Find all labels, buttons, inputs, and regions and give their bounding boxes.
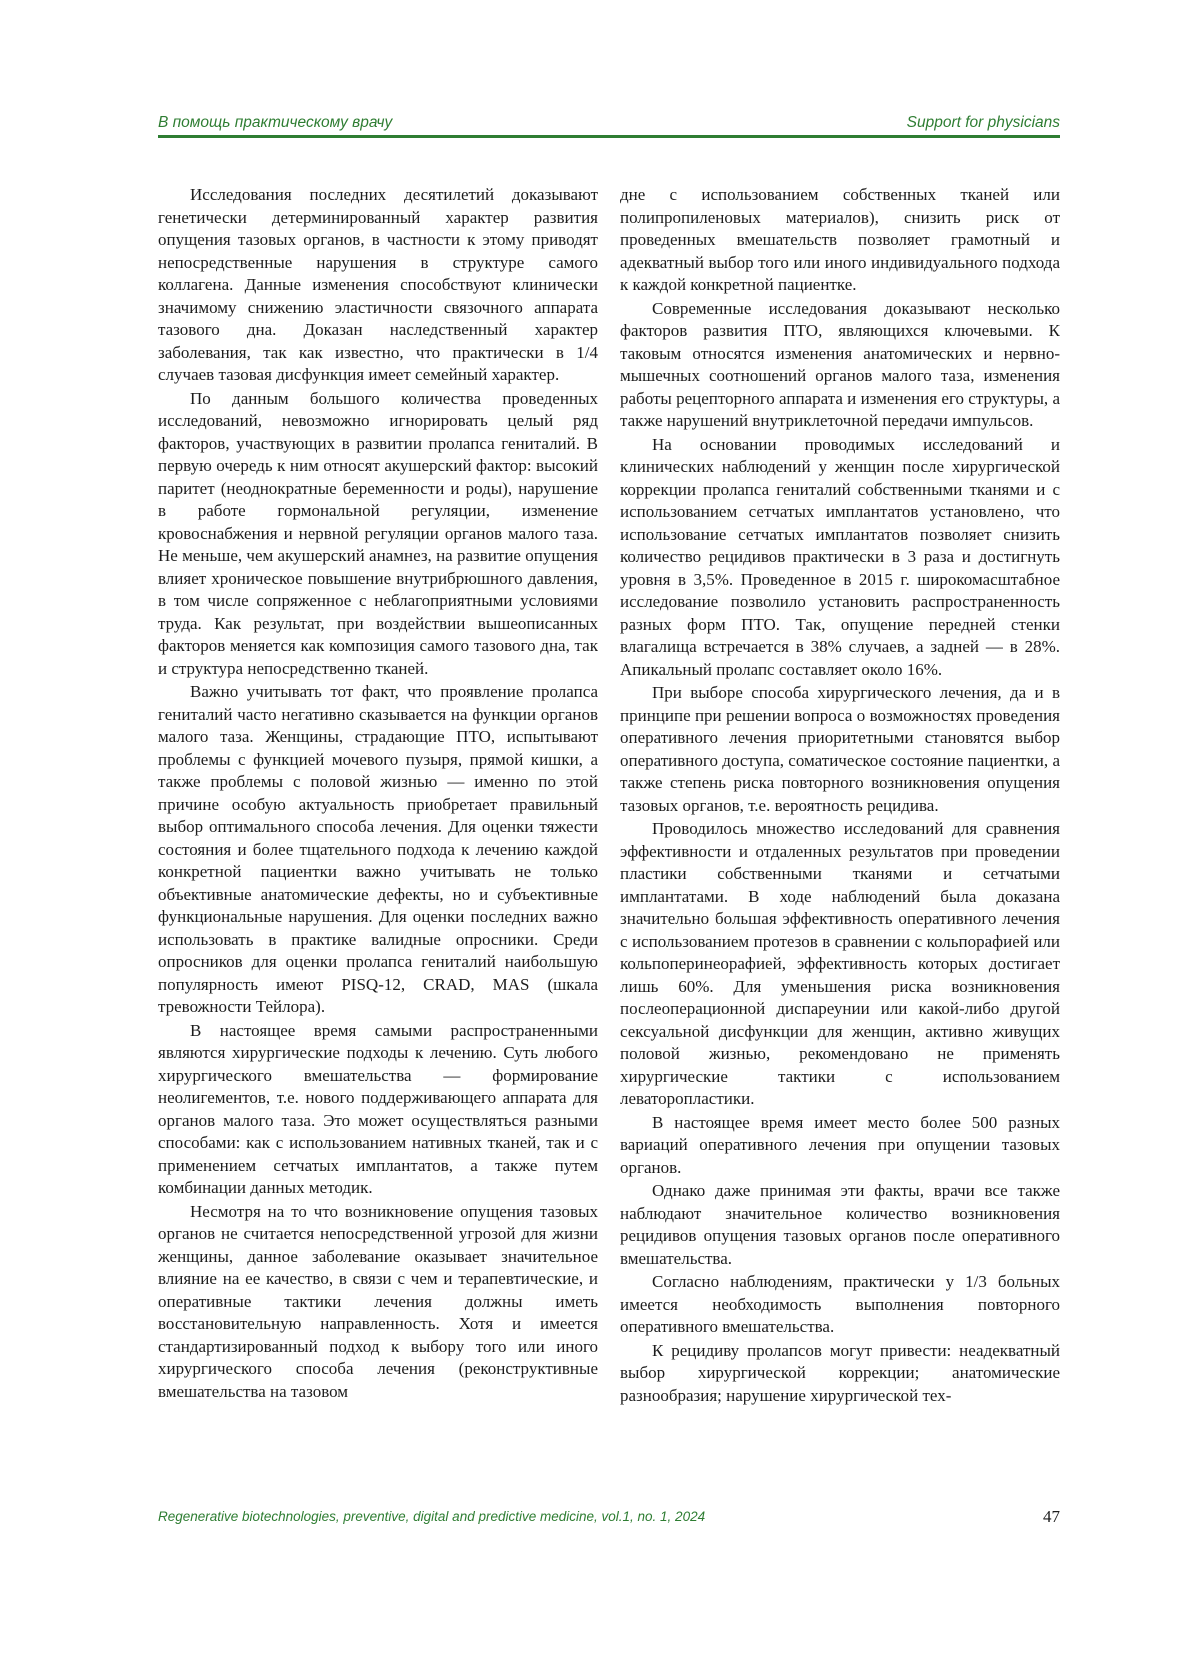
paragraph: Несмотря на то что возникновение опущения тазовых органов не считается непосредственной угрозой для жизни женщины, данное заболевание оказывает значительное влияние на ее качество, в связи с чем и терапевтические, и оперативные тактики лечения должны иметь восстановительную направленность. Хотя и имеется стандартизированный подход к выбору того или иного хирургического способа лечения (реконструктивные вмешательства на тазовом	[158, 1201, 598, 1401]
section-title: В помощь практическому врачу	[158, 114, 393, 131]
right-column	[620, 184, 1060, 1474]
paragraph: На основании проводимых исследований и клинических наблюдений у женщин после хирургической коррекции пролапса гениталий собственными тканями и с использованием сетчатых имплантатов установлено, что использование сетчатых имплантатов позволяет снизить количество рецидивов практически в 3 раза и достигнуть уровня в 3,5%. Проведенное в 2015 г. широкомасштабное исследование позволило установить распространенность разных форм ПТО. Так, опущение передней стенки влагалища встречается в 38% случаев, а задней — в 28%. Апикальный пролапс составляет около 16%.	[620, 434, 1060, 679]
left-column	[158, 184, 598, 1474]
paragraph: Исследования последних десятилетий доказывают генетически детерминированный характер развития опущения тазовых органов, в частности к этому приводят непосредственные нарушения в структуре самого коллагена. Данные изменения способствуют клинически значимому снижению эластичности связочного аппарата тазового дна. Доказан наследственный характер заболевания, так как известно, что практически в 1/4 случаев тазовая дисфункция имеет семейный характер.	[158, 185, 598, 384]
paragraph: В настоящее время самыми распространенными являются хирургические подходы к лечению. Суть любого хирургического вмешательства — формирование неолигементов, т.е. нового поддерживающего аппарата для органов малого таза. Это может осуществляться разными способами: как с использованием нативных тканей, так и с применением сетчатых имплантатов, а также путем комбинации данных методик.	[158, 1020, 598, 1197]
running-header	[158, 110, 1060, 136]
journal-citation: Regenerative biotechnologies, preventive, digital and predictive medicine, vol.1, no. 1, 2024	[158, 1509, 706, 1524]
paragraph: Проводилось множество исследований для сравнения эффективности и отдаленных результатов при проведении пластики собственными тканями и сетчатыми имплантатами. В ходе наблюдений была доказана значительно большая эффективность оперативного лечения с использованием протезов в сравнении с кольпорафией или кольпоперинеорафией, эффективность которых достигает лишь 60%. Для уменьшения риска возникновения послеоперационной диспареунии или какой-либо другой сексуальной дисфункции для женщин, активно живущих половой жизнью, рекомендовано не применять хирургические тактики с использованием леваторопластики.	[620, 819, 1060, 1108]
paragraph: По данным большого количества проведенных исследований, невозможно игнорировать целый ряд факторов, участвующих в развитии пролапса гениталий. В первую очередь к ним относят акушерский фактор: высокий паритет (неоднократные беременности и роды), нарушение в работе гормональной регуляции, изменение кровоснабжения и нервной регуляции органов малого таза. Не меньше, чем акушерский анамнез, на развитие опущения влияет хроническое повышение внутрибрюшного давления, в том числе сопряженное с неблагоприятными условиями труда. Как результат, при воздействии вышеописанных факторов меняется как композиция самого тазового дна, так и структура непосредственно тканей.	[158, 388, 598, 678]
paragraph: В настоящее время имеет место более 500 разных вариаций оперативного лечения при опущении тазовых органов.	[620, 1112, 1060, 1177]
paragraph: Однако даже принимая эти факты, врачи все также наблюдают значительное количество возникновения рецидивов опущения тазовых органов после оперативного вмешательства.	[620, 1181, 1060, 1268]
header-divider	[158, 135, 1060, 138]
running-footer	[158, 1507, 1060, 1531]
paragraph: Современные исследования доказывают несколько факторов развития ПТО, являющихся ключевыми. К таковым относятся изменения анатомических и нервно-мышечных соотношений органов малого таза, изменения работы рецепторного аппарата и изменения его структуры, а также нарушений внутриклеточной передачи импульсов.	[620, 298, 1060, 430]
paragraph: При выборе способа хирургического лечения, да и в принципе при решении вопроса о возможностях проведения оперативного лечения приоритетными становятся выбор оперативного доступа, соматическое состояние пациентки, а также степень риска повторного возникновения опущения тазовых органов, т.е. вероятность рецидива.	[620, 683, 1060, 815]
paragraph: К рецидиву пролапсов могут привести: неадекватный выбор хирургической коррекции; анатомические разнообразия; нарушение хирургической тех-	[620, 1340, 1060, 1405]
paragraph-continued: дне с использованием собственных тканей или полипропиленовых материалов), снизить риск от проведенных вмешательств позволяет грамотный и адекватный выбор того или иного индивидуального подхода к каждой конкретной пациентке.	[620, 185, 1060, 294]
paragraph: Важно учитывать тот факт, что проявление пролапса гениталий часто негативно сказывается на функции органов малого таза. Женщины, страдающие ПТО, испытывают проблемы с функцией мочевого пузыря, прямой кишки, а также проблемы с половой жизнью — именно по этой причине особую актуальность приобретает правильный выбор оптимального способа лечения. Для оценки тяжести состояния и более тщательного подхода к лечению каждой конкретной пациентки важно учитывать не только объективные анатомические дефекты, но и субъективные функциональные нарушения. Для оценки последних важно использовать в практике валидные опросники. Среди опросников для оценки пролапса гениталий наибольшую популярность имеют PISQ-12, CRAD, MAS (шкала тревожности Тейлора).	[158, 682, 598, 1016]
page-number: 47	[1043, 1507, 1060, 1526]
paragraph: Согласно наблюдениям, практически у 1/3 больных имеется необходимость выполнения повторного оперативного вмешательства.	[620, 1272, 1060, 1336]
section-title-english: Support for physicians	[906, 114, 1060, 131]
